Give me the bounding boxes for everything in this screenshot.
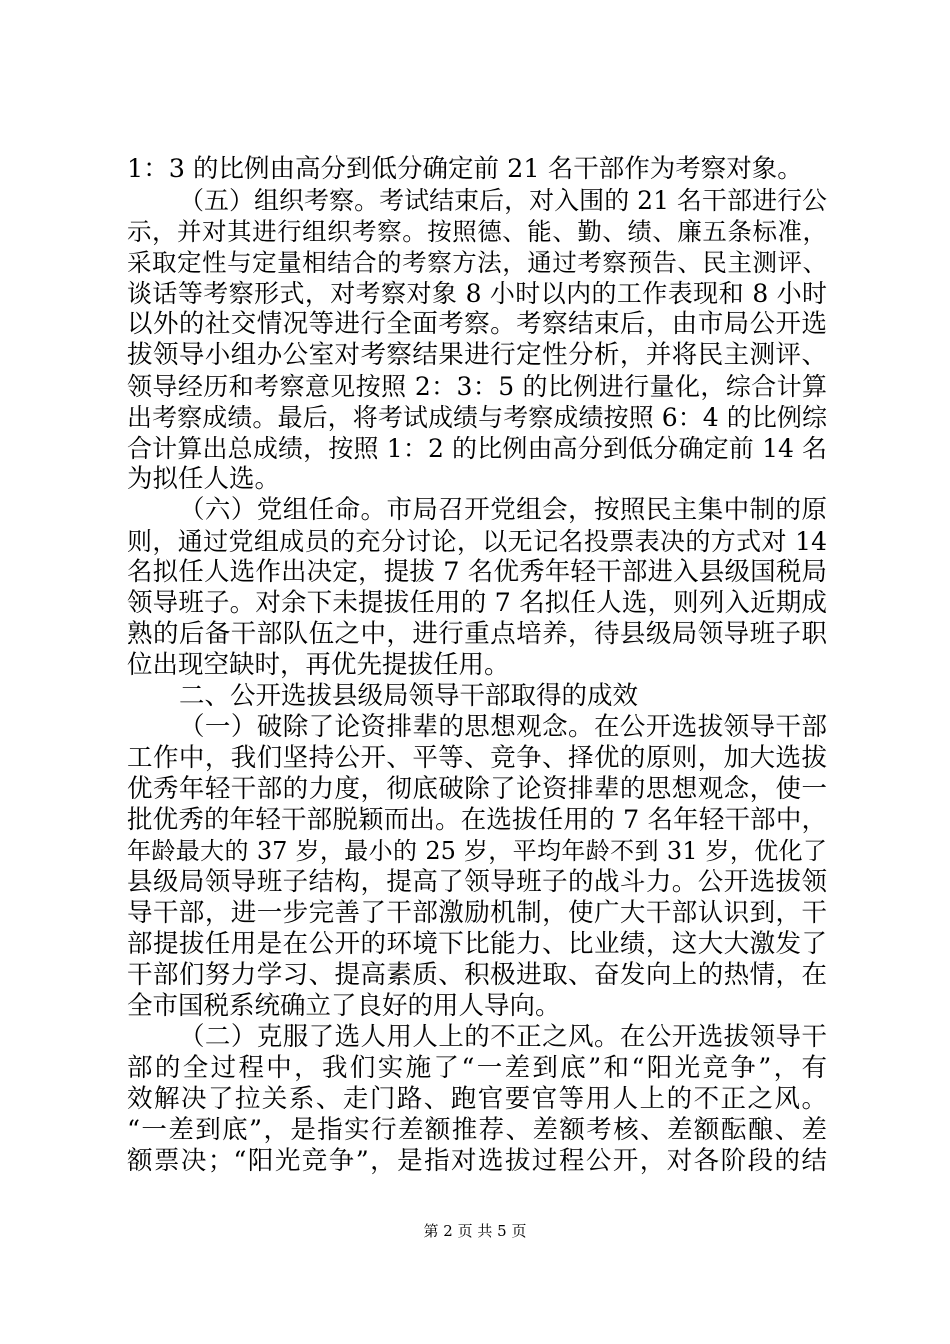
text-line: （五）组织考察。考试结束后，对入围的 21 名干部进行公 <box>179 186 827 215</box>
text-line: 工作中，我们坚持公开、平等、竞争、择优的原则，加大选拔 <box>127 743 827 773</box>
text-line: 则，通过党组成员的充分讨论，以无记名投票表决的方式对 14 <box>127 527 827 556</box>
text-line: 导干部，进一步完善了干部激励机制，使广大干部认识到，干 <box>127 898 827 928</box>
text-line: 领导班子。对余下未提拔任用的 7 名拟任人选，则列入近期成 <box>127 588 827 618</box>
text-line: 批优秀的年轻干部脱颖而出。在选拔任用的 7 名年轻干部中， <box>127 805 827 835</box>
text-line: （二）克服了选人用人上的不正之风。在公开选拔领导干 <box>179 1022 827 1052</box>
text-line: 领导经历和考察意见按照 2：3：5 的比例进行量化，综合计算 <box>127 372 827 401</box>
document-body <box>127 154 827 1177</box>
text-line: 全市国税系统确立了良好的用人导向。 <box>127 991 561 1021</box>
text-line: （六）党组任命。市局召开党组会，按照民主集中制的原 <box>179 495 827 525</box>
text-line: （一）破除了论资排辈的思想观念。在公开选拔领导干部 <box>179 712 827 742</box>
text-line: 出考察成绩。最后，将考试成绩与考察成绩按照 6：4 的比例综 <box>127 403 827 432</box>
text-line: 部提拔任用是在公开的环境下比能力、比业绩，这大大激发了 <box>127 929 827 959</box>
text-line: 县级局领导班子结构，提高了领导班子的战斗力。公开选拔领 <box>127 867 827 897</box>
text-line: 优秀年轻干部的力度，彻底破除了论资排辈的思想观念，使一 <box>127 774 827 804</box>
text-line: 拔领导小组办公室对考察结果进行定性分析，并将民主测评、 <box>127 340 827 370</box>
page-footer: 第 2 页 共 5 页 <box>423 1222 527 1240</box>
text-line: 谈话等考察形式，对考察对象 8 小时以内的工作表现和 8 小时 <box>127 279 827 308</box>
text-line: 为拟任人选。 <box>127 464 281 494</box>
text-line: 熟的后备干部队伍之中，进行重点培养，待县级局领导班子职 <box>127 619 827 649</box>
text-line: 效解决了拉关系、走门路、跑官要官等用人上的不正之风。 <box>127 1084 827 1114</box>
text-line: 干部们努力学习、提高素质、积极进取、奋发向上的热情，在 <box>127 960 827 990</box>
text-line: “一差到底”，是指实行差额推荐、差额考核、差额酝酿、差 <box>127 1115 827 1145</box>
text-line: 采取定性与定量相结合的考察方法，通过考察预告、民主测评、 <box>127 248 827 277</box>
text-line: 以外的社交情况等进行全面考察。考察结束后，由市局公开选 <box>127 309 827 339</box>
text-line: 二、公开选拔县级局领导干部取得的成效 <box>179 681 639 711</box>
text-line: 位出现空缺时，再优先提拔任用。 <box>127 650 510 680</box>
text-line: 合计算出总成绩，按照 1：2 的比例由高分到低分确定前 14 名 <box>127 434 827 463</box>
text-line: 部的全过程中，我们实施了“一差到底”和“阳光竞争”，有 <box>127 1053 827 1083</box>
text-line: 1：3 的比例由高分到低分确定前 21 名干部作为考察对象。 <box>127 154 803 184</box>
text-line: 额票决；“阳光竞争”，是指对选拔过程公开，对各阶段的结 <box>127 1146 827 1176</box>
text-line: 示，并对其进行组织考察。按照德、能、勤、绩、廉五条标准， <box>127 217 827 246</box>
text-line: 年龄最大的 37 岁，最小的 25 岁，平均年龄不到 31 岁，优化了 <box>127 837 827 865</box>
text-line: 名拟任人选作出决定，提拔 7 名优秀年轻干部进入县级国税局 <box>127 557 827 587</box>
